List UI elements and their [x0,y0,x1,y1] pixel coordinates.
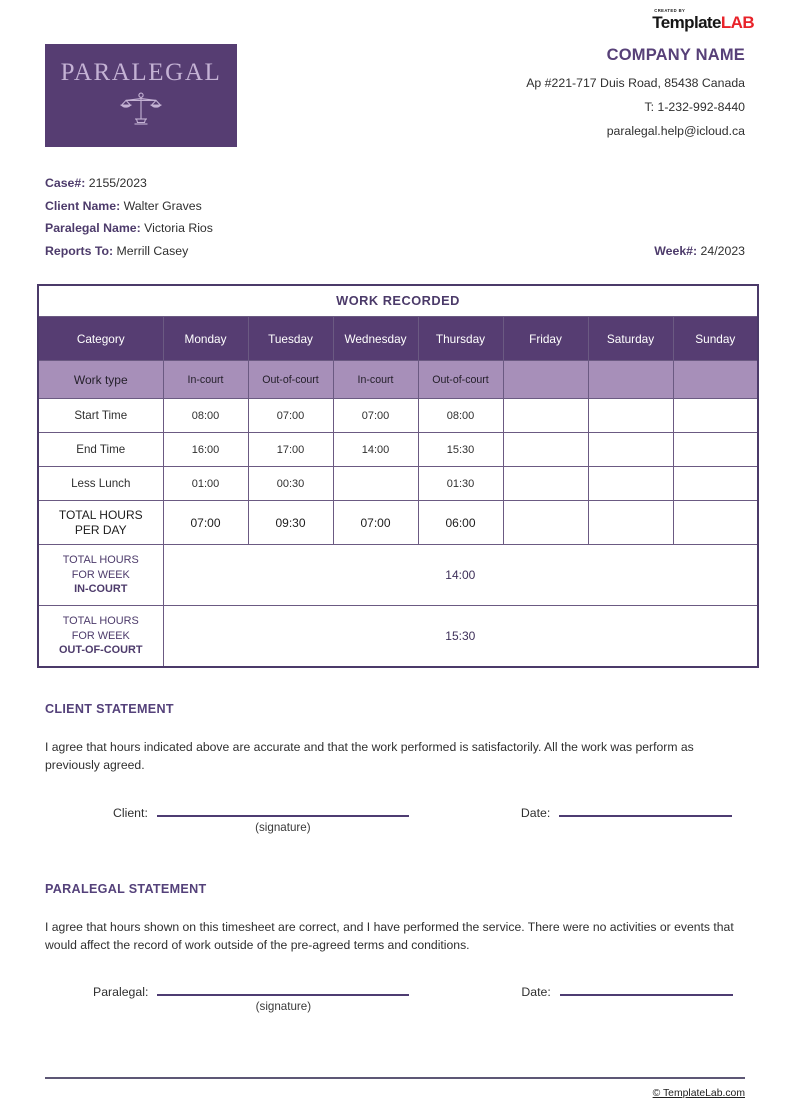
work-type-thursday[interactable]: Out-of-court [418,361,503,399]
client-name-value: Walter Graves [123,198,202,213]
paralegal-name-value: Victoria Rios [144,221,213,235]
paralegal-statement-body: I agree that hours shown on this timesheet are correct, and I have performed the service. There were no activities or events that would affect the record of work outside of the pre-agreed terms and conditions. [45,919,734,953]
less-lunch-sunday[interactable] [673,467,758,501]
end-time-saturday[interactable] [588,433,673,467]
row-label-work-type: Work type [38,361,163,399]
created-by-label: CREATED BY [654,8,686,13]
start-time-sunday[interactable] [673,399,758,433]
client-date-label: Date: [520,805,551,820]
client-statement-section [35,702,755,834]
total-hours-monday: 07:00 [163,501,248,545]
company-name: COMPANY NAME [606,46,745,64]
document-header [35,0,755,160]
work-recorded-table-wrap [35,284,755,668]
column-header-monday: Monday [163,317,248,361]
start-time-thursday[interactable]: 08:00 [418,399,503,433]
client-name-label: Client Name: [45,198,121,213]
end-time-monday[interactable]: 16:00 [163,433,248,467]
less-lunch-friday[interactable] [503,467,588,501]
company-address: Ap #221-717 Duis Road, 85438 Canada [526,76,745,90]
table-title: WORK RECORDED [38,285,758,317]
paralegal-name-row [45,221,755,235]
company-email: paralegal.help@icloud.ca [606,124,745,138]
week-out-of-court-line2: FOR WEEK [71,629,130,642]
row-label-end-time: End Time [38,433,163,467]
paralegal-statement-title: PARALEGAL STATEMENT [45,881,207,896]
column-header-friday: Friday [503,317,588,361]
column-header-saturday: Saturday [588,317,673,361]
paralegal-signature-field[interactable] [157,981,409,1013]
total-hours-thursday: 06:00 [418,501,503,545]
work-type-wednesday[interactable]: In-court [333,361,418,399]
table-row-end-time [38,433,758,467]
work-type-sunday[interactable] [673,361,758,399]
client-signature-group [113,802,409,834]
reports-to-label: Reports To: [45,243,114,258]
document-footer [45,1077,745,1099]
week-in-court-line1: TOTAL HOURS [62,554,139,567]
week-out-of-court-line1: TOTAL HOURS [62,615,139,627]
week-number-value: 24/2023 [700,243,745,258]
table-row-start-time [38,399,758,433]
total-hours-saturday [588,501,673,545]
table-row-less-lunch [38,467,758,501]
less-lunch-thursday[interactable]: 01:30 [418,467,503,501]
total-hours-friday [503,501,588,545]
paralegal-date-field[interactable] [560,981,733,996]
case-info-block [35,176,755,258]
case-number-row [45,176,755,190]
client-date-field[interactable] [559,802,732,817]
start-time-saturday[interactable] [588,399,673,433]
less-lunch-wednesday[interactable] [333,467,418,501]
paralegal-logo-box [45,44,237,147]
paralegal-logo-text: PARALEGAL [60,59,222,86]
end-time-wednesday[interactable]: 14:00 [333,433,418,467]
client-statement-title: CLIENT STATEMENT [45,701,174,716]
footer-divider [45,1077,745,1079]
client-signature-label: Client: [113,805,148,820]
case-number-label: Case#: [45,176,86,190]
client-statement-body: I agree that hours indicated above are accurate and that the work performed is satisfactorily. All the work was perform as previously agreed. [45,739,694,773]
paralegal-signature-line[interactable] [157,981,409,996]
paralegal-signature-hint: (signature) [255,999,312,1013]
total-hours-tuesday: 09:30 [248,501,333,545]
lab-word: LAB [720,13,754,33]
week-in-court-line3: IN-COURT [74,583,128,596]
work-type-monday[interactable]: In-court [163,361,248,399]
end-time-tuesday[interactable]: 17:00 [248,433,333,467]
week-out-of-court-line3: OUT-OF-COURT [59,644,143,656]
paralegal-statement-section [35,882,755,1013]
paralegal-date-label: Date: [521,984,551,999]
client-name-row [45,199,755,213]
row-label-week-total-in-court [38,545,163,606]
total-hours-wednesday: 07:00 [333,501,418,545]
less-lunch-tuesday[interactable]: 00:30 [248,467,333,501]
scales-of-justice-icon [120,92,162,131]
end-time-friday[interactable] [503,433,588,467]
row-label-start-time: Start Time [38,399,163,433]
paralegal-name-label: Paralegal Name: [45,221,141,235]
paralegal-signature-group [93,981,409,1013]
start-time-tuesday[interactable]: 07:00 [248,399,333,433]
row-label-total-hours-per-day [38,501,163,545]
table-row-week-total-out-of-court [38,606,758,667]
paralegal-signature-label: Paralegal: [93,984,149,999]
table-row-week-total-in-court [38,545,758,606]
paralegal-date-group [521,981,732,999]
reports-to-row [45,244,755,258]
start-time-wednesday[interactable]: 07:00 [333,399,418,433]
template-word: Template [652,13,721,33]
week-total-out-of-court-value: 15:30 [163,606,758,667]
total-per-day-line1: TOTAL HOURS [58,507,143,522]
table-header-row [38,317,758,361]
total-per-day-line2: PER DAY [74,522,127,537]
client-date-line[interactable] [559,802,732,817]
paralegal-signature-row [45,981,745,1013]
client-signature-row [45,802,745,834]
start-time-monday[interactable]: 08:00 [163,399,248,433]
work-type-saturday[interactable] [588,361,673,399]
less-lunch-monday[interactable]: 01:00 [163,467,248,501]
start-time-friday[interactable] [503,399,588,433]
week-in-court-line2: FOR WEEK [71,568,130,581]
footer-copyright[interactable]: © TemplateLab.com [652,1088,745,1099]
case-number-value: 2155/2023 [88,176,147,190]
table-row-total-hours-per-day [38,501,758,545]
week-total-in-court-value: 14:00 [163,545,758,606]
week-number-row [654,244,745,258]
week-number-label: Week#: [654,243,698,258]
row-label-less-lunch: Less Lunch [38,467,163,501]
total-hours-sunday [673,501,758,545]
row-label-week-total-out-of-court [38,606,163,667]
less-lunch-saturday[interactable] [588,467,673,501]
column-header-sunday: Sunday [673,317,758,361]
end-time-sunday[interactable] [673,433,758,467]
paralegal-date-line[interactable] [560,981,733,996]
end-time-thursday[interactable]: 15:30 [418,433,503,467]
column-header-thursday: Thursday [418,317,503,361]
work-type-tuesday[interactable]: Out-of-court [248,361,333,399]
table-title-row [38,285,758,317]
work-type-friday[interactable] [503,361,588,399]
client-signature-line[interactable] [157,802,409,817]
column-header-category: Category [38,317,163,361]
column-header-wednesday: Wednesday [333,317,418,361]
table-row-work-type [38,361,758,399]
column-header-tuesday: Tuesday [248,317,333,361]
client-signature-hint: (signature) [255,820,311,834]
client-signature-field[interactable] [157,802,409,834]
client-date-group [521,802,732,820]
reports-to-value: Merrill Casey [116,243,189,258]
work-recorded-table [37,284,759,668]
company-phone: T: 1-232-992-8440 [644,100,745,114]
company-block [325,46,745,148]
